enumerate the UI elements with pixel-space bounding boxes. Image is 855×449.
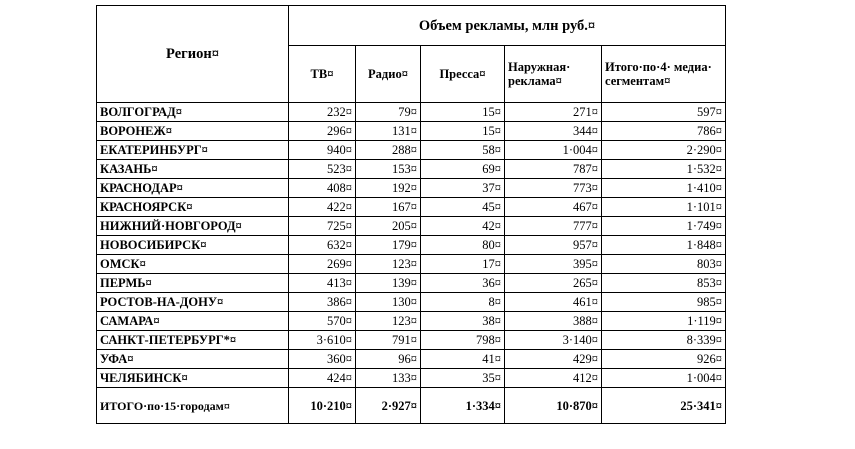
table-body (97, 103, 726, 424)
table-row (97, 122, 726, 141)
value-cell: 41¤ (421, 350, 505, 369)
value-cell: 123¤ (356, 255, 421, 274)
header-region: Регион¤ (97, 6, 289, 103)
value-cell: 1·004¤ (602, 369, 726, 388)
region-cell: НИЖНИЙ·НОВГОРОД¤ (97, 217, 289, 236)
header-volume-group: Объем рекламы, млн руб.¤ (289, 6, 726, 46)
value-cell: 940¤ (289, 141, 356, 160)
value-cell: 424¤ (289, 369, 356, 388)
value-cell: 123¤ (356, 312, 421, 331)
value-cell: 1·848¤ (602, 236, 726, 255)
value-cell: 131¤ (356, 122, 421, 141)
value-cell: 1·101¤ (602, 198, 726, 217)
value-cell: 265¤ (505, 274, 602, 293)
region-cell: ЕКАТЕРИНБУРГ¤ (97, 141, 289, 160)
value-cell: 167¤ (356, 198, 421, 217)
table-row (97, 369, 726, 388)
value-cell: 791¤ (356, 331, 421, 350)
value-cell: 96¤ (356, 350, 421, 369)
total-label-cell: ИТОГО·по·15·городам¤ (97, 388, 289, 424)
value-cell: 773¤ (505, 179, 602, 198)
total-row (97, 388, 726, 424)
value-cell: 8·339¤ (602, 331, 726, 350)
value-cell: 3·140¤ (505, 331, 602, 350)
value-cell: 413¤ (289, 274, 356, 293)
value-cell: 412¤ (505, 369, 602, 388)
region-cell: САМАРА¤ (97, 312, 289, 331)
value-cell: 133¤ (356, 369, 421, 388)
advertising-volume-table (96, 5, 726, 424)
value-cell: 803¤ (602, 255, 726, 274)
value-cell: 798¤ (421, 331, 505, 350)
value-cell: 395¤ (505, 255, 602, 274)
value-cell: 957¤ (505, 236, 602, 255)
table-row (97, 274, 726, 293)
table-row (97, 236, 726, 255)
value-cell: 58¤ (421, 141, 505, 160)
region-cell: КРАСНОДАР¤ (97, 179, 289, 198)
value-cell: 1·410¤ (602, 179, 726, 198)
table-row (97, 312, 726, 331)
value-cell: 461¤ (505, 293, 602, 312)
region-cell: РОСТОВ-НА-ДОНУ¤ (97, 293, 289, 312)
value-cell: 269¤ (289, 255, 356, 274)
table-row (97, 103, 726, 122)
value-cell: 523¤ (289, 160, 356, 179)
value-cell: 69¤ (421, 160, 505, 179)
value-cell: 3·610¤ (289, 331, 356, 350)
value-cell: 570¤ (289, 312, 356, 331)
value-cell: 15¤ (421, 103, 505, 122)
document-page (96, 5, 725, 424)
region-cell: НОВОСИБИРСК¤ (97, 236, 289, 255)
value-cell: 271¤ (505, 103, 602, 122)
value-cell: 79¤ (356, 103, 421, 122)
header-col-radio: Радио¤ (356, 46, 421, 103)
value-cell: 632¤ (289, 236, 356, 255)
value-cell: 985¤ (602, 293, 726, 312)
region-cell: ПЕРМЬ¤ (97, 274, 289, 293)
table-row (97, 350, 726, 369)
total-value-cell: 1·334¤ (421, 388, 505, 424)
table-row (97, 141, 726, 160)
value-cell: 205¤ (356, 217, 421, 236)
value-cell: 2·290¤ (602, 141, 726, 160)
value-cell: 37¤ (421, 179, 505, 198)
value-cell: 17¤ (421, 255, 505, 274)
value-cell: 386¤ (289, 293, 356, 312)
value-cell: 1·119¤ (602, 312, 726, 331)
region-cell: КАЗАНЬ¤ (97, 160, 289, 179)
value-cell: 8¤ (421, 293, 505, 312)
value-cell: 787¤ (505, 160, 602, 179)
table-row (97, 217, 726, 236)
value-cell: 777¤ (505, 217, 602, 236)
header-col-press: Пресса¤ (421, 46, 505, 103)
value-cell: 786¤ (602, 122, 726, 141)
value-cell: 597¤ (602, 103, 726, 122)
value-cell: 288¤ (356, 141, 421, 160)
value-cell: 15¤ (421, 122, 505, 141)
region-cell: ЧЕЛЯБИНСК¤ (97, 369, 289, 388)
value-cell: 130¤ (356, 293, 421, 312)
table-row (97, 331, 726, 350)
value-cell: 853¤ (602, 274, 726, 293)
region-cell: САНКТ-ПЕТЕРБУРГ*¤ (97, 331, 289, 350)
value-cell: 139¤ (356, 274, 421, 293)
region-cell: ВОЛГОГРАД¤ (97, 103, 289, 122)
value-cell: 467¤ (505, 198, 602, 217)
table-row (97, 255, 726, 274)
table-row (97, 160, 726, 179)
value-cell: 725¤ (289, 217, 356, 236)
value-cell: 45¤ (421, 198, 505, 217)
value-cell: 35¤ (421, 369, 505, 388)
value-cell: 344¤ (505, 122, 602, 141)
header-col-total: Итого·по·4· медиа· сегментам¤ (602, 46, 726, 103)
header-col-outdoor: Наружная· реклама¤ (505, 46, 602, 103)
value-cell: 1·749¤ (602, 217, 726, 236)
total-value-cell: 2·927¤ (356, 388, 421, 424)
value-cell: 360¤ (289, 350, 356, 369)
value-cell: 42¤ (421, 217, 505, 236)
value-cell: 388¤ (505, 312, 602, 331)
table-row (97, 198, 726, 217)
value-cell: 422¤ (289, 198, 356, 217)
table-row (97, 293, 726, 312)
region-cell: ВОРОНЕЖ¤ (97, 122, 289, 141)
region-cell: ОМСК¤ (97, 255, 289, 274)
total-value-cell: 25·341¤ (602, 388, 726, 424)
value-cell: 36¤ (421, 274, 505, 293)
value-cell: 192¤ (356, 179, 421, 198)
header-col-tv: ТВ¤ (289, 46, 356, 103)
region-cell: КРАСНОЯРСК¤ (97, 198, 289, 217)
value-cell: 80¤ (421, 236, 505, 255)
value-cell: 1·532¤ (602, 160, 726, 179)
value-cell: 38¤ (421, 312, 505, 331)
value-cell: 179¤ (356, 236, 421, 255)
value-cell: 232¤ (289, 103, 356, 122)
value-cell: 408¤ (289, 179, 356, 198)
total-value-cell: 10·870¤ (505, 388, 602, 424)
value-cell: 1·004¤ (505, 141, 602, 160)
region-cell: УФА¤ (97, 350, 289, 369)
total-value-cell: 10·210¤ (289, 388, 356, 424)
value-cell: 296¤ (289, 122, 356, 141)
value-cell: 926¤ (602, 350, 726, 369)
table-row (97, 179, 726, 198)
value-cell: 153¤ (356, 160, 421, 179)
value-cell: 429¤ (505, 350, 602, 369)
